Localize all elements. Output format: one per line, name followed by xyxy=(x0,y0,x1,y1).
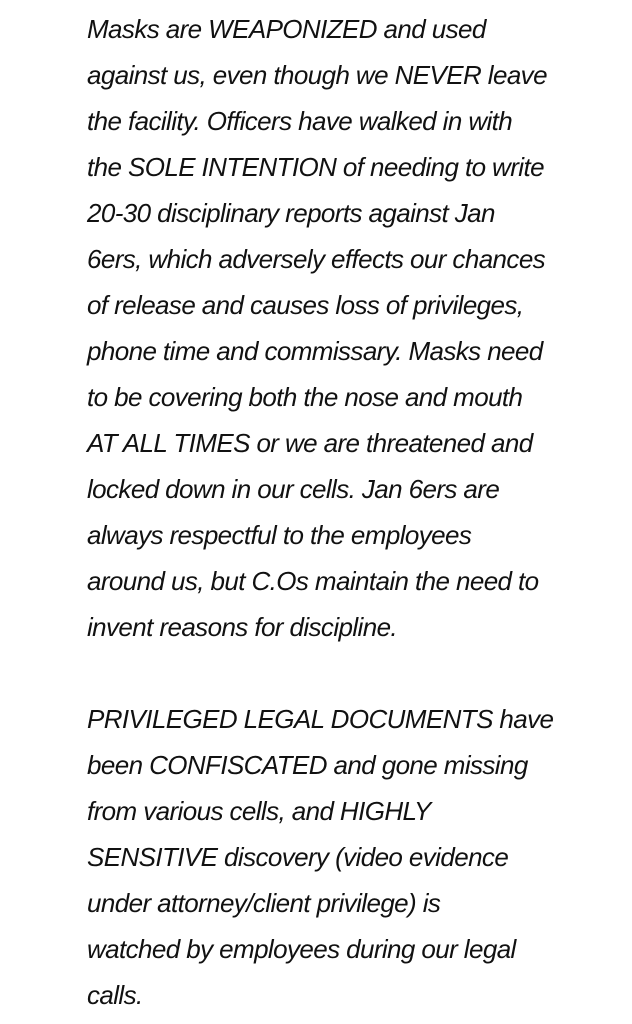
text-line: under attorney/client privilege) is xyxy=(87,888,441,918)
paragraph-spacer xyxy=(87,650,627,696)
text-line: phone time and commissary. Masks need xyxy=(87,336,543,366)
text-line: been CONFISCATED and gone missing xyxy=(87,750,528,780)
text-line: around us, but C.Os maintain the need to xyxy=(87,566,539,596)
text-line: calls. xyxy=(87,980,143,1010)
text-line: 20-30 disciplinary reports against Jan xyxy=(87,198,495,228)
text-line: SENSITIVE discovery (video evidence xyxy=(87,842,509,872)
text-line: invent reasons for discipline. xyxy=(87,612,398,642)
text-line: PRIVILEGED LEGAL DOCUMENTS have xyxy=(87,704,554,734)
paragraph-legal-documents xyxy=(87,696,627,1018)
text-line: AT ALL TIMES or we are threatened and xyxy=(87,428,533,458)
text-line: the facility. Officers have walked in with xyxy=(87,106,513,136)
text-line: always respectful to the employees xyxy=(87,520,472,550)
text-line: watched by employees during our legal xyxy=(87,934,516,964)
text-line: locked down in our cells. Jan 6ers are xyxy=(87,474,500,504)
text-line: 6ers, which adversely effects our chances xyxy=(87,244,546,274)
text-line: Masks are WEAPONIZED and used xyxy=(87,14,486,44)
text-line: of release and causes loss of privileges, xyxy=(87,290,524,320)
document-body xyxy=(87,6,627,1018)
text-line: the SOLE INTENTION of needing to write xyxy=(87,152,544,182)
text-line: against us, even though we NEVER leave xyxy=(87,60,547,90)
text-line: to be covering both the nose and mouth xyxy=(87,382,523,412)
text-line: from various cells, and HIGHLY xyxy=(87,796,431,826)
paragraph-masks xyxy=(87,6,627,650)
